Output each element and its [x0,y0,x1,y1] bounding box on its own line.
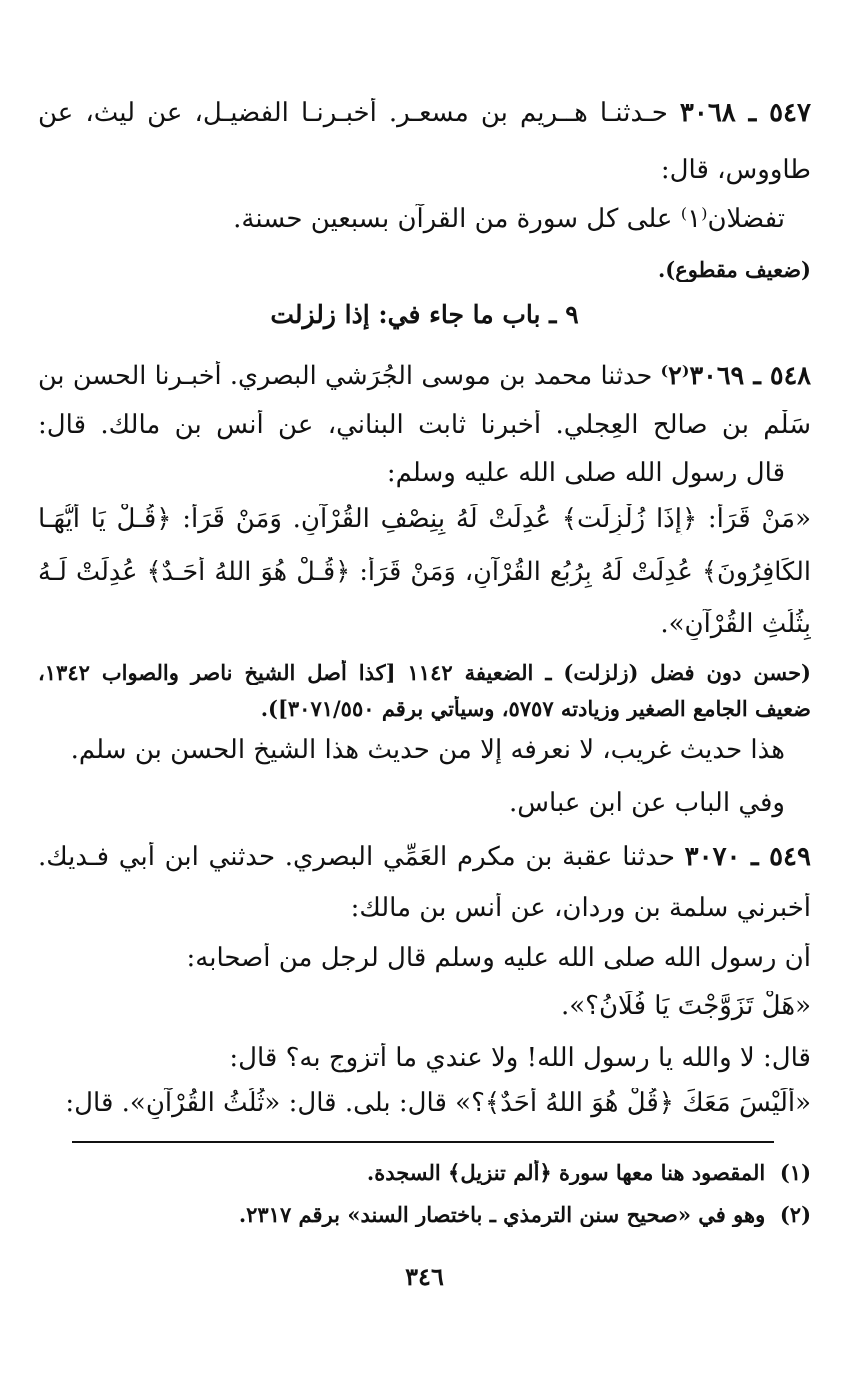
hadith-548-number: ٥٤٨ ـ ٣٠٦٩⁽٢⁾ [660,361,811,391]
hadith-549-line-1 [38,842,811,873]
hadith-548-line-3: قال رسول الله صلى الله عليه وسلم: [386,458,785,488]
hadith-548-line-6: بِثُلُثِ القُرْآنِ». [660,609,811,639]
footnote-1 [38,1160,811,1185]
hadith-549-line-6: «أَلَيْسَ مَعَكَ ﴿قُلْ هُوَ اللهُ أَحَدٌ﴾؟» قال: بلى. قال: «ثُلُثُ القُرْآنِ». قال: [65,1088,811,1118]
hadith-548-comment-1: هذا حديث غريب، لا نعرفه إلا من حديث هذا الشيخ الحسن بن سلم. [70,735,785,765]
hadith-549-line-5: قال: لا والله يا رسول الله! ولا عندي ما أتزوج به؟ قال: [229,1043,811,1073]
chapter-heading: ٩ ـ باب ما جاء في: إذا زلزلت [270,300,579,329]
page-number: ٣٤٦ [405,1262,444,1291]
footnote-1-number: (١) [779,1160,811,1185]
hadith-548-grade-1: (حسن دون فضل (زلزلت) ـ الضعيفة ١١٤٢ [كذا أصل الشيخ ناصر والصواب ١٣٤٢، [38,660,811,685]
footnote-2-text: وهو في «صحيح سنن الترمذي ـ باختصار السند» برقم ٢٣١٧. [238,1202,766,1227]
hadith-549-line-3: أن رسول الله صلى الله عليه وسلم قال لرجل من أصحابه: [186,943,811,973]
hadith-547-text-1: حـدثنـا هــريم بن مسعـر. أخبـرنـا الفضيـل، عن ليث، عن [38,98,668,128]
hadith-549-number: ٥٤٩ ـ ٣٠٧٠ [684,842,811,872]
hadith-547-number: ٥٤٧ ـ ٣٠٦٨ [679,98,811,128]
hadith-549-line-4: «هَلْ تَزَوَّجْتَ يَا فُلَانُ؟». [560,991,811,1021]
hadith-547-line-3: تفضلان⁽١⁾ على كل سورة من القرآن بسبعين حسنة. [233,204,785,234]
footnote-separator [72,1141,774,1143]
hadith-548-grade-2: ضعيف الجامع الصغير وزيادته ٥٧٥٧، وسيأتي برقم ٣٠٧١/٥٥٠]). [260,696,811,721]
hadith-547-line-2: طاووس، قال: [660,155,811,185]
hadith-547-line-1 [38,98,811,129]
hadith-549-text-1: حدثنا عقبة بن مكرم العَمِّي البصري. حدثني ابن أبي فـديك. [38,842,675,872]
hadith-548-line-1 [38,361,811,392]
hadith-548-line-4: «مَنْ قَرَأَ: ﴿إِذَا زُلْزِلَت﴾ عُدِلَتْ لَهُ بِنِصْفِ القُرْآنِ. وَمَنْ قَرَأَ: ﴿قُـلْ يَا أَيُّهَـا [38,504,811,534]
hadith-549-line-2: أخبرني سلمة بن وردان، عن أنس بن مالك: [350,893,811,923]
hadith-548-line-2: سَلْم بن صالح العِجلي. أخبرنا ثابت البناني، عن أنس بن مالك. قال: [38,410,811,440]
hadith-548-line-5: الكَافِرُونَ﴾ عُدِلَتْ لَهُ بِرُبُعِ القُرْآنِ، وَمَنْ قَرَأَ: ﴿قُـلْ هُوَ اللهُ أَحَـدٌ﴾ عُدِلَتْ لَـهُ [38,557,811,587]
footnote-2-number: (٢) [779,1202,811,1227]
hadith-548-text-1: حدثنا محمد بن موسى الجُرَشي البصري. أخبـرنا الحسن بن [38,361,653,391]
hadith-548-comment-2: وفي الباب عن ابن عباس. [509,788,785,818]
footnote-2 [38,1202,811,1227]
footnote-1-text: المقصود هنا معها سورة ﴿ألم تنزيل﴾ السجدة. [366,1160,766,1185]
hadith-547-grade: (ضعيف مقطوع). [657,257,811,282]
